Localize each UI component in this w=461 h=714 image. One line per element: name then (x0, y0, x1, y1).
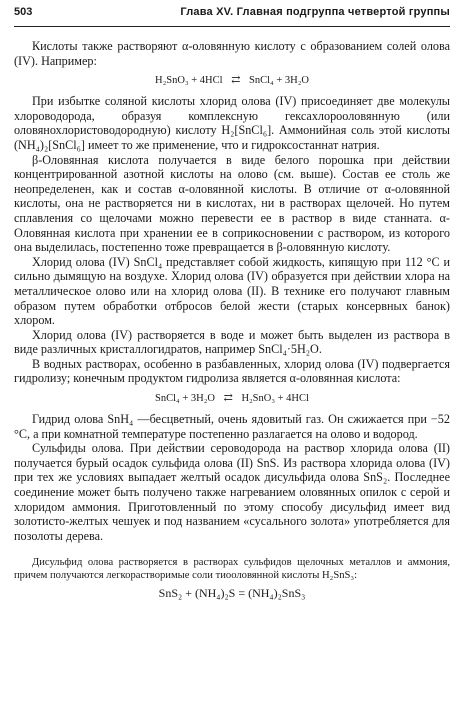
paragraph-tin-hydride: Гидрид олова SnH₄ —бесцветный, очень ядовитый газ. Он сжижается при −52 °С, а при комнатной температуре постепенно разлагается на олово и водород. (14, 412, 450, 441)
equation-right: SnCl₄ + 3H₂O (249, 75, 309, 87)
paragraph-tin-sulfides: Сульфиды олова. При действии сероводорода на раствор хлорида олова (II) получается бурый осадок сульфида олова (II) SnS. Из раствора хлорида олова (IV) при тех же условиях выпадает желтый осадок дисульфида олова SnS₂. Последнее соединение может быть получено также нагреванием оловянных опилок с серой и хлоридом аммония. Приготовленный по этому способу дисульфид имеет вид золотисто-желтых чешуек и под названием «сусального золота» употребляется для позолоты дерева. (14, 441, 450, 543)
paragraph-hydrolysis: В водных растворах, особенно в разбавленных, хлорид олова (IV) подвергается гидролизу; конечным продуктом гидролиза является α-оловянная кислота: (14, 356, 450, 386)
equation-right: H₂SnO₃ + 4HCl (241, 393, 309, 405)
equation-left: SnCl₄ + 3H₂O (155, 393, 215, 405)
reversible-arrow-icon: ⇄ (223, 392, 233, 405)
running-title: Глава XV. Главная подгруппа четвертой группы (180, 6, 450, 18)
paragraph-crystal-hydrates: Хлорид олова (IV) растворяется в воде и может быть выделен из раствора в виде различных кристаллогидратов, например SnCl₄·5H₂O. (14, 327, 450, 357)
page-number: 503 (14, 6, 33, 18)
equation-hydrolysis (14, 391, 450, 406)
equation-thiostannate: SnS₂ + (NH₄)₂S = (NH₄)₂SnS₃ (158, 586, 306, 601)
footnote-paragraph: Дисульфид олова растворяется в растворах сульфидов щелочных металлов и аммония, причем получаются легкорастворимые соли тиооловянной кислоты H₂SnS₃: (14, 557, 450, 581)
paragraph-tin-chloride: Хлорид олова (IV) SnCl₄ представляет собой жидкость, кипящую при 112 °С и сильно дымящую на воздухе. Хлорид олова (IV) образуется при действии хлора на металлическое олово или на хлорид олова (II). В технике его получают главным образом путем обработки отбросов белой жести (старых консервных банок) хлором. (14, 254, 450, 328)
equation-acid-dissolution (14, 73, 450, 88)
paragraph-acids: Кислоты также растворяют α-оловянную кислоту с образованием солей олова (IV). Например: (14, 39, 450, 68)
page-header (14, 6, 450, 27)
reversible-arrow-icon: ⇄ (231, 74, 241, 87)
paragraph-beta-stannic-acid: β-Оловянная кислота получается в виде белого порошка при действии концентрированной азотной кислоты на олово (см. выше). Состав ее столь же неопределенен, как и состав α-оловянной кислоты. В отличие от α-оловянной кислоты, она не растворяется ни в кислотах, ни в растворах щелочей. Но путем сплавления со щелочами можно перевести ее в раствор в виде станната. α-Оловянная кислота при хранении ее в соприкосновении с раствором, из которого она выделилась, постепенно тоже превращается в β-оловянную кислоту. (14, 152, 450, 255)
paragraph-hexachlorostannic: При избытке соляной кислоты хлорид олова (IV) присоединяет две молекулы хлороводорода, образуя комплексную гексахлорооловянную (или оловянохлористоводородную) кислоту H₂[SnCl₆]. Аммонийная соль этой кислоты (NH₄)₂[SnCl₆] имеет то же применение, что и гидроксостаннат натрия. (14, 94, 450, 152)
equation-left: H₂SnO₃ + 4HCl (155, 75, 223, 87)
book-page (14, 6, 450, 710)
